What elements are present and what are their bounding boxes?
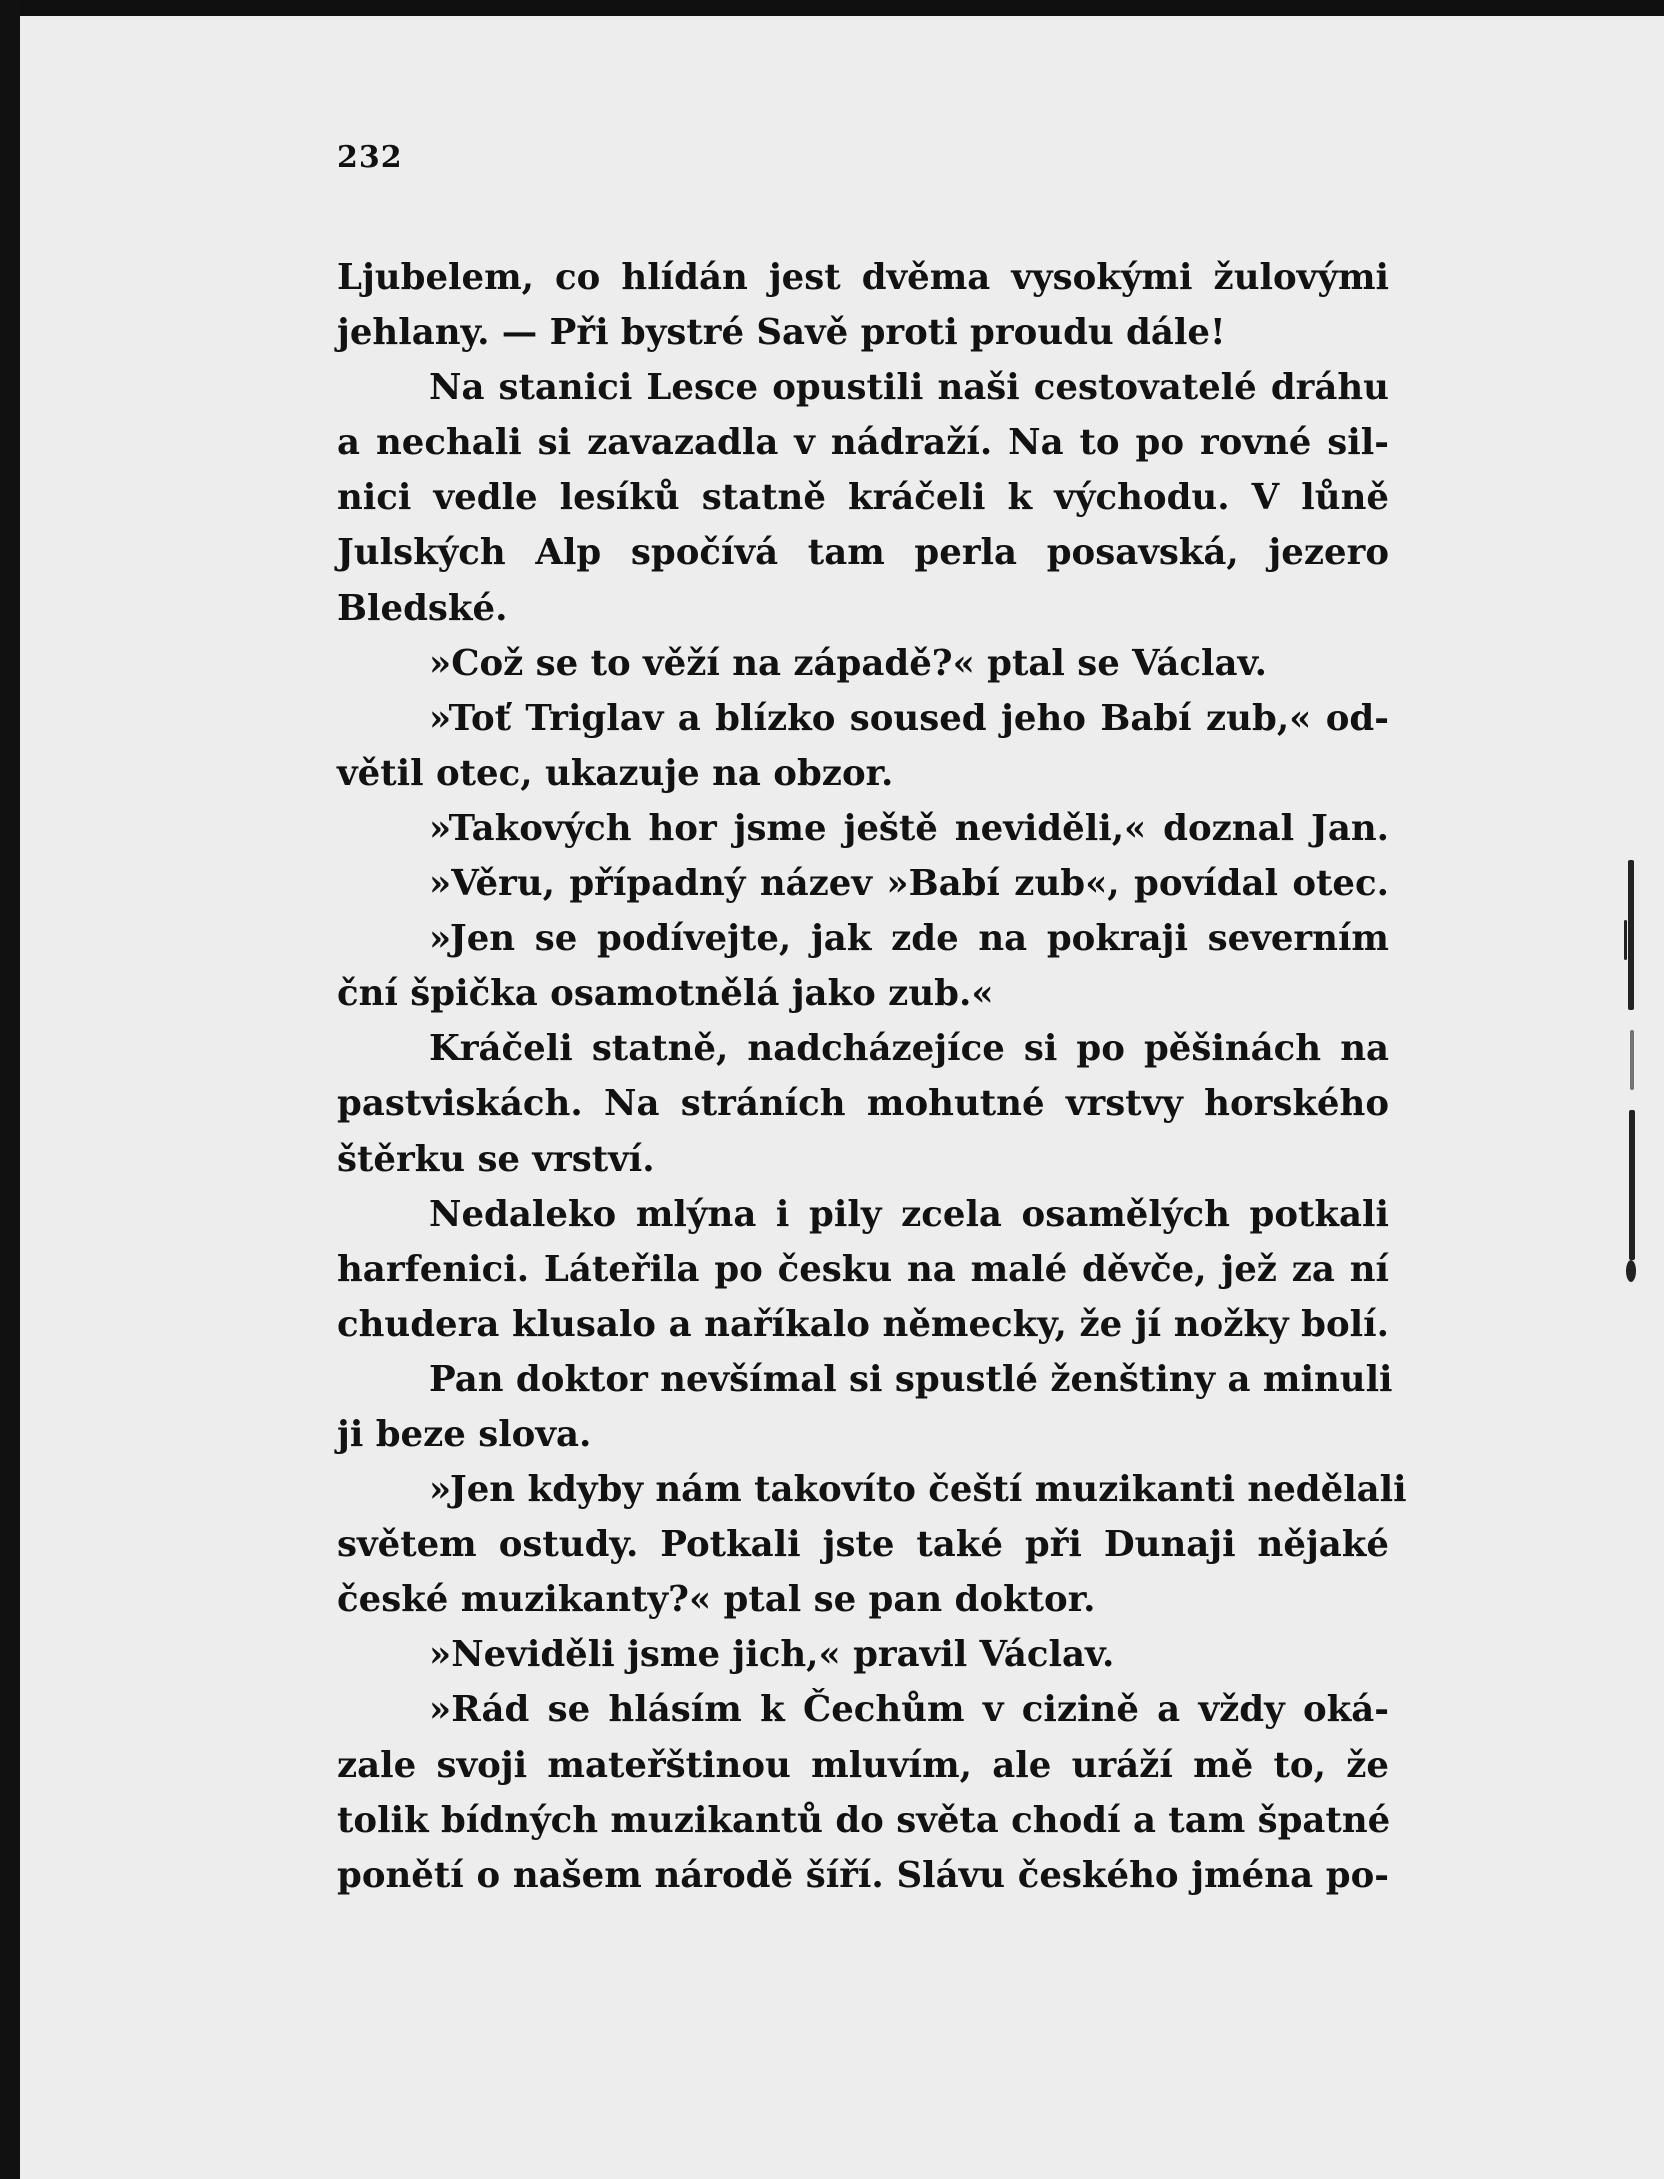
text-line: Na stanici Lesce opustili naši cestovatelé dráhu bbox=[429, 367, 1389, 409]
text-line: chudera klusalo a naříkalo německy, že jí nožky bolí. bbox=[337, 1303, 1389, 1345]
text-line: ji beze slova. bbox=[337, 1413, 592, 1455]
body-text bbox=[337, 250, 1407, 1903]
text-line: a nechali si zavazadla v nádraží. Na to po rovné sil- bbox=[337, 422, 1389, 464]
text-line: Ljubelem, co hlídán jest dvěma vysokými žulovými bbox=[337, 257, 1389, 298]
text-line: štěrku se vrství. bbox=[337, 1138, 655, 1180]
binding-shadow-marks bbox=[1610, 860, 1640, 1320]
text-line: světem ostudy. Potkali jste také při Dunaji nějaké bbox=[337, 1524, 1389, 1566]
text-line: nici vedle lesíků statně kráčeli k východu. V lůně bbox=[337, 477, 1389, 519]
text-line: »Věru, případný název »Babí zub«, povídal otec. bbox=[429, 863, 1389, 905]
text-line: zale svoji mateřštinou mluvím, ale uráží mě to, že bbox=[337, 1744, 1389, 1786]
scan-top-edge bbox=[0, 0, 1664, 16]
text-line: pastviskách. Na stráních mohutné vrstvy horského bbox=[337, 1083, 1389, 1125]
text-line: harfenici. Láteřila po česku na malé děvče, jež za ní bbox=[337, 1248, 1389, 1290]
scan-left-edge bbox=[0, 0, 20, 2179]
text-line: »Což se to věží na západě?« ptal se Václav. bbox=[429, 642, 1267, 684]
text-line: »Rád se hlásím k Čechům v cizině a vždy oká- bbox=[429, 1689, 1389, 1731]
text-line: »Jen kdyby nám takovíto čeští muzikanti nedělali bbox=[429, 1469, 1407, 1511]
text-line: tolik bídných muzikantů do světa chodí a tam špatné bbox=[337, 1799, 1391, 1841]
text-line: české muzikanty?« ptal se pan doktor. bbox=[337, 1579, 1096, 1621]
text-line: Kráčeli statně, nadcházejíce si po pěšinách na bbox=[429, 1028, 1389, 1070]
text-line: »Toť Triglav a blízko soused jeho Babí zub,« od- bbox=[429, 697, 1389, 739]
text-line: »Neviděli jsme jich,« pravil Václav. bbox=[429, 1634, 1115, 1676]
text-line: Bledské. bbox=[337, 587, 508, 629]
text-line: Pan doktor nevšímal si spustlé ženštiny a minuli bbox=[429, 1358, 1393, 1400]
text-line: větil otec, ukazuje na obzor. bbox=[337, 752, 894, 794]
text-line: »Jen se podívejte, jak zde na pokraji severním bbox=[429, 918, 1389, 960]
text-line: jehlany. — Při bystré Savě proti proudu dále! bbox=[337, 312, 1226, 354]
text-line: Julských Alp spočívá tam perla posavská, jezero bbox=[337, 532, 1389, 574]
page-number: 232 bbox=[337, 140, 403, 175]
text-line: »Takových hor jsme ještě neviděli,« doznal Jan. bbox=[429, 807, 1389, 849]
text-line: Nedaleko mlýna i pily zcela osamělých potkali bbox=[429, 1193, 1389, 1235]
text-line: ční špička osamotnělá jako zub.« bbox=[337, 973, 994, 1015]
text-line: ponětí o našem národě šíří. Slávu českého jména po- bbox=[337, 1854, 1389, 1896]
